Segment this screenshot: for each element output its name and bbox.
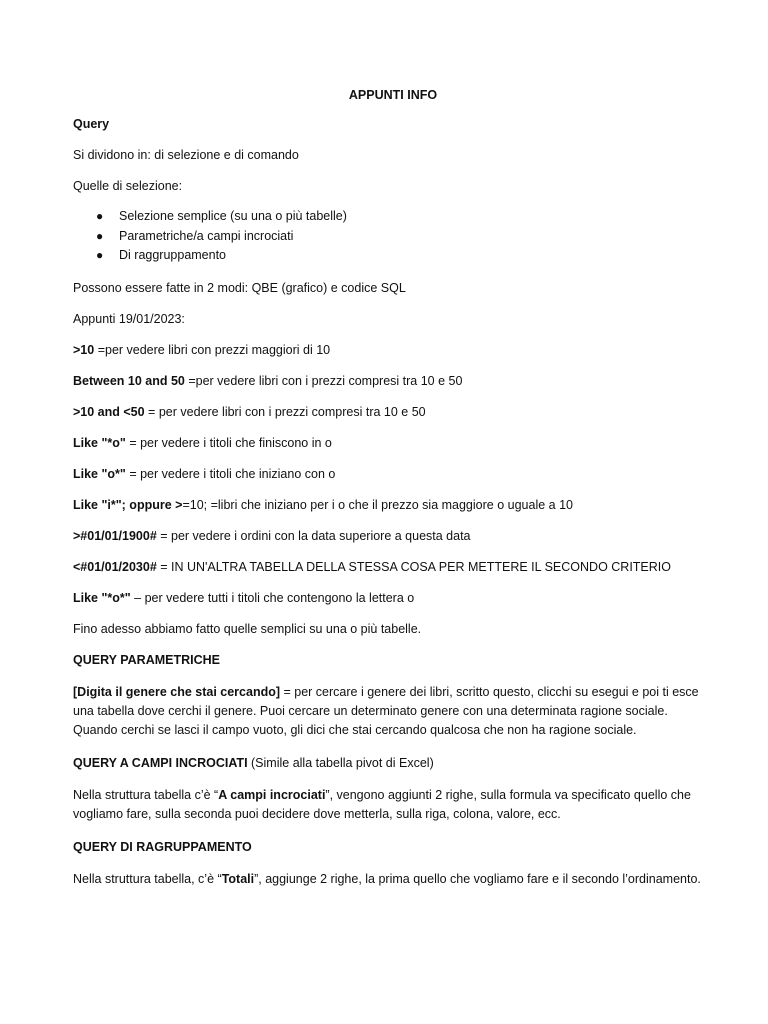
example-expression: Between 10 and 50 [73, 373, 185, 388]
date-note: Appunti 19/01/2023: [73, 311, 185, 326]
selection-list [73, 207, 713, 266]
example-line [73, 528, 713, 544]
list-item [73, 207, 713, 227]
example-description: =per vedere libri con prezzi maggiori di 10 [94, 342, 331, 357]
group-text-end: ”, aggiunge 2 righe, la prima quello che vogliamo fare e il secondo l’ordinamento. [254, 871, 701, 886]
group-text-bold: Totali [221, 871, 255, 886]
example-description: =per vedere libri con i prezzi compresi tra 10 e 50 [184, 373, 463, 388]
bullet-icon: ● [96, 248, 104, 262]
cross-text-bold: A campi incrociati [218, 787, 326, 802]
example-expression: Like "*o*" [73, 590, 131, 605]
example-description: =10; =libri che iniziano per i o che il prezzo sia maggiore o uguale a 10 [182, 497, 573, 512]
example-line [73, 373, 713, 389]
example-description: = per vedere i ordini con la data superiore a questa data [156, 528, 471, 543]
bullet-icon: ● [96, 228, 104, 243]
bullet-icon: ● [96, 209, 104, 223]
param-description: = per cercare i genere dei libri, scritto questo, clicchi su esegui e poi ti esce una tabella dove cerchi il genere. Puoi cercare un determinato genere con una determinata ragione sociale. Quando cerchi se lasci il campo vuoto, gli dici che stai cercando qualcosa che non ha ragione sociale. [73, 684, 699, 737]
group-heading: QUERY DI RAGRUPPAMENTO [73, 839, 252, 854]
example-expression: <#01/01/2030# [73, 559, 157, 574]
example-description: – per vedere tutti i titoli che contengono la lettera o [130, 590, 415, 605]
list-item-text: Di raggruppamento [119, 248, 227, 262]
param-paragraph [73, 683, 713, 740]
document-title: APPUNTI INFO [348, 88, 438, 102]
modes-line: Possono essere fatte in 2 modi: QBE (grafico) e codice SQL [73, 280, 406, 295]
selection-heading: Quelle di selezione: [73, 179, 183, 193]
example-expression: Like "*o" [73, 435, 126, 450]
cross-text-start: Nella struttura tabella c’è “ [73, 787, 219, 802]
intro-line: Si dividono in: di selezione e di comando [73, 148, 299, 162]
example-line [73, 466, 713, 482]
group-paragraph [73, 870, 713, 889]
cross-paragraph [73, 786, 713, 824]
example-description: = per vedere i titoli che finiscono in o [125, 435, 332, 450]
summary-line: Fino adesso abbiamo fatto quelle semplici su una o più tabelle. [73, 621, 422, 636]
example-expression: >10 and <50 [73, 404, 145, 419]
list-item-text: Parametriche/a campi incrociati [119, 228, 294, 243]
group-text-start: Nella struttura tabella, c’è “ [73, 871, 222, 886]
example-line [73, 404, 713, 420]
example-line [73, 497, 713, 513]
example-line [73, 435, 713, 451]
cross-heading-line [73, 755, 713, 771]
example-expression: >10 [73, 342, 95, 357]
example-line [73, 559, 713, 575]
list-item [73, 246, 713, 266]
document-body [73, 87, 713, 904]
param-expression: [Digita il genere che stai cercando] [73, 684, 281, 699]
cross-text-end: ”, vengono aggiunti 2 righe, sulla formula va specificato quello che vogliamo fare, sulla seconda puoi decidere dove metterla, sulla riga, colona, valore, ecc. [73, 787, 691, 821]
example-expression: Like "i*"; oppure > [73, 497, 183, 512]
example-description: = per vedere i titoli che iniziano con o [125, 466, 336, 481]
example-expression: >#01/01/1900# [73, 528, 157, 543]
param-heading: QUERY PARAMETRICHE [73, 652, 221, 667]
example-expression: Like "o*" [73, 466, 126, 481]
example-description: = IN UN'ALTRA TABELLA DELLA STESSA COSA PER METTERE IL SECONDO CRITERIO [156, 559, 671, 574]
cross-heading: QUERY A CAMPI INCROCIATI [73, 755, 248, 770]
example-line [73, 342, 713, 358]
list-item-text: Selezione semplice (su una o più tabelle) [119, 209, 347, 223]
example-description: = per vedere libri con i prezzi compresi tra 10 e 50 [144, 404, 426, 419]
cross-heading-note: (Simile alla tabella pivot di Excel) [247, 755, 434, 770]
list-item [73, 227, 713, 247]
example-line [73, 590, 713, 606]
query-heading: Query [73, 117, 110, 131]
